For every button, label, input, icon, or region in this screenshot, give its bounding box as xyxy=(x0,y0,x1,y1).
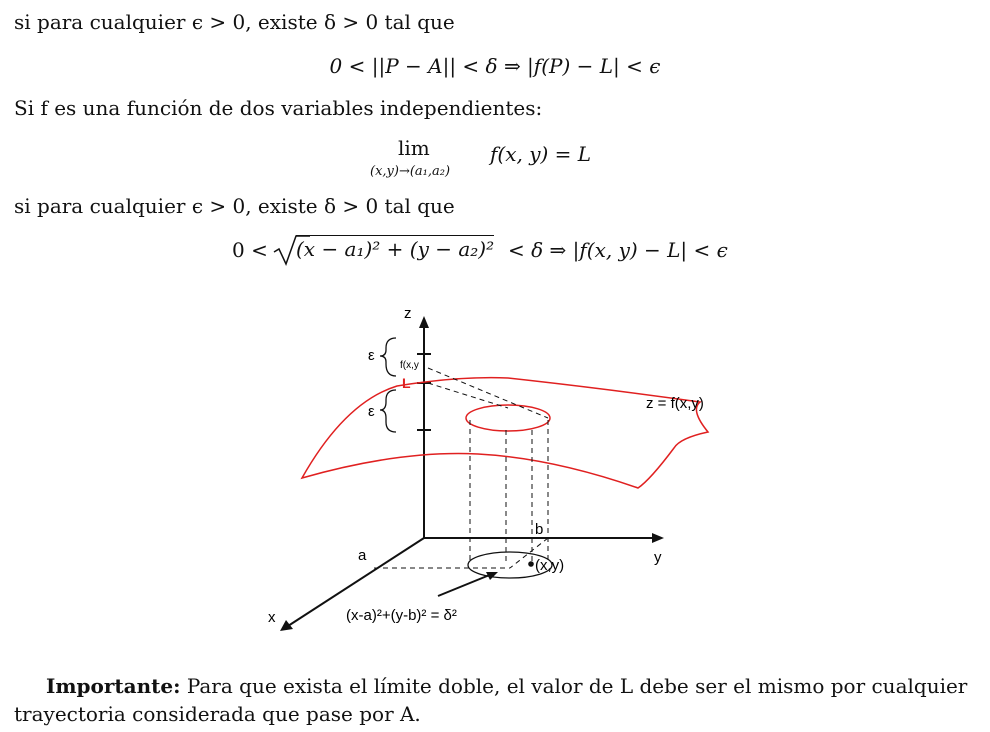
z-axis-arrow xyxy=(419,316,429,328)
lim-subscript: (x,y)→(a₁,a₂) xyxy=(370,164,451,179)
paragraph-epsilon-delta-2: si para cualquier ϵ > 0, existe δ > 0 tal que xyxy=(14,194,455,218)
b-label: b xyxy=(535,521,544,538)
L-label: L xyxy=(402,375,411,391)
epsilon-top-label: ε xyxy=(368,347,375,364)
a-label: a xyxy=(358,547,367,564)
paragraph-epsilon-delta-1: si para cualquier ϵ > 0, existe δ > 0 tal que xyxy=(14,10,455,34)
equation-two-variable-definition xyxy=(0,234,990,266)
fxy-label: f(x,y xyxy=(400,360,419,371)
y-axis-label: y xyxy=(654,549,662,566)
dashed-fxy xyxy=(428,368,548,418)
dashed-L xyxy=(428,383,508,408)
paragraph-two-variables: Si f es una función de dos variables independientes: xyxy=(14,96,543,120)
eq2-radicand: (x − a₁)² + (y − a₂)² xyxy=(296,237,495,261)
equation-double-limit xyxy=(0,136,990,186)
limit-diagram xyxy=(0,290,990,650)
eq2-right: < δ ⇒ |f(x, y) − L| < ϵ xyxy=(508,238,728,262)
pointer-arrow xyxy=(438,574,492,596)
important-label: Importante: xyxy=(46,674,181,698)
surface-circle xyxy=(466,405,550,431)
surface-label: z = f(x,y) xyxy=(646,395,704,412)
lim-function: f(x, y) = L xyxy=(490,142,592,166)
equation-single-variable-limit: 0 < ||P − A|| < δ ⇒ |f(P) − L| < ϵ xyxy=(329,54,661,78)
point-xy xyxy=(528,561,534,567)
brace-bottom xyxy=(380,390,396,432)
lim-operator: lim xyxy=(398,136,430,160)
x-axis-arrow xyxy=(280,620,293,631)
eq2-left: 0 < xyxy=(232,238,268,262)
circle-equation-label: (x-a)²+(y-b)² = δ² xyxy=(346,607,457,624)
important-note xyxy=(14,672,976,728)
point-xy-label: (x,y) xyxy=(535,557,565,574)
important-body: Para que exista el límite doble, el valor de L debe ser el mismo por cualquier trayectoria considerada que pase por A. xyxy=(14,674,968,726)
y-axis-arrow xyxy=(652,533,664,543)
epsilon-bottom-label: ε xyxy=(368,403,375,420)
brace-top xyxy=(380,338,396,376)
x-axis-label: x xyxy=(268,609,276,626)
z-axis-label: z xyxy=(404,305,412,322)
